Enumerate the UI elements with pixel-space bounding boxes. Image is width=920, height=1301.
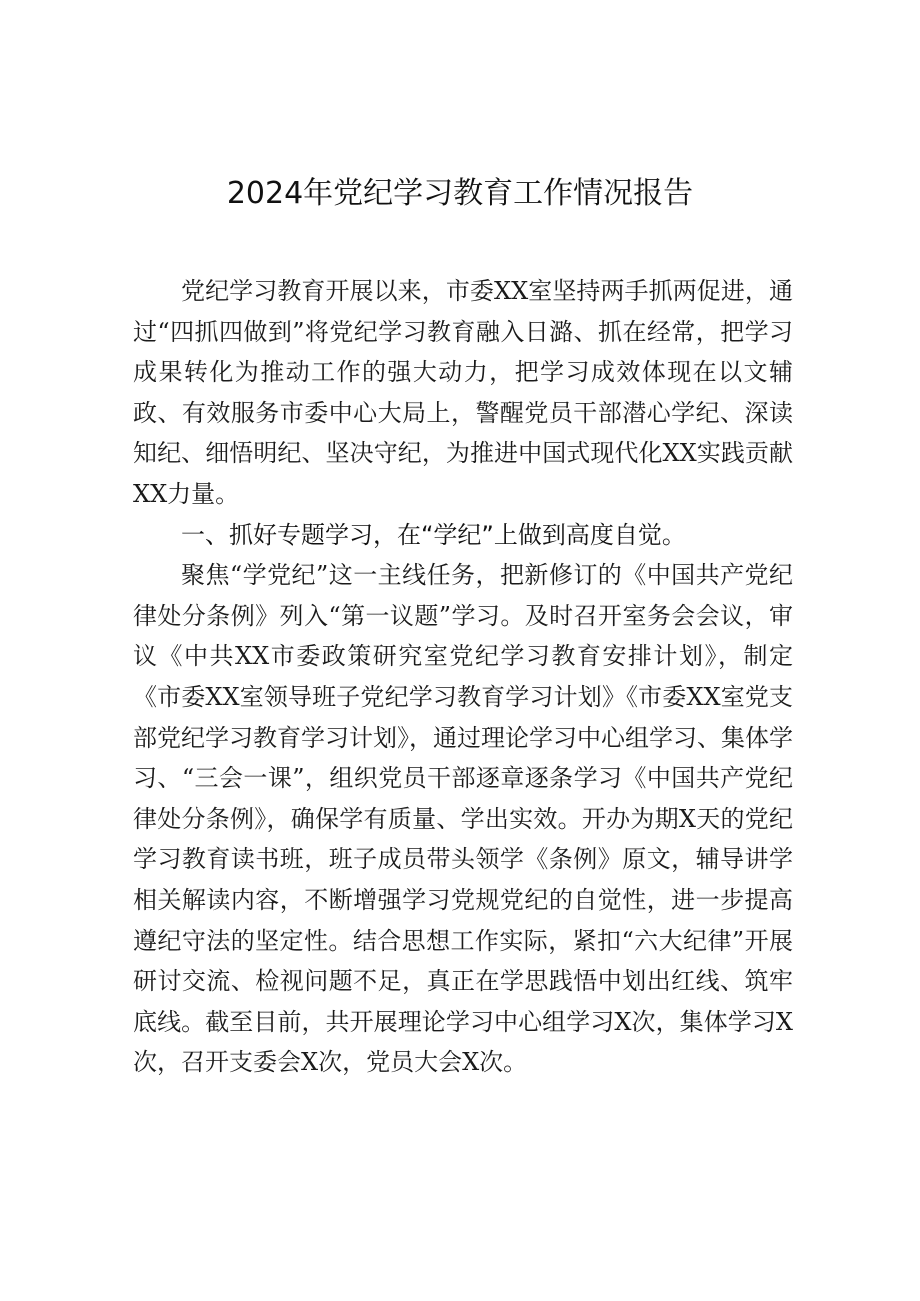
document-title: 2024年党纪学习教育工作情况报告 [226, 176, 694, 211]
section-paragraph: 聚焦“学党纪”这一主线任务，把新修订的《中国共产党纪律处分条例》列入“第一议题”学习。及时召开室务会会议，审议《中共XX市委政策研究室党纪学习教育安排计划》，制定《市委XX室领导班子党纪学习教育学习计划》《市委XX室党支部党纪学习教育学习计划》，通过理论学习中心组学习、集体学习、“三会一课”，组织党员干部逐章逐条学习《中国共产党纪律处分条例》，确保学有质量、学出实效。开办为期X天的党纪学习教育读书班，班子成员带头领学《条例》原文，辅导讲学相关解读内容，不断增强学习党规党纪的自觉性，进一步提高遵纪守法的坚定性。结合思想工作实际，紧扣“六大纪律”开展研讨交流、检视问题不足，真正在学思践悟中划出红线、筑牢底线。截至目前，共开展理论学习中心组学习X次，集体学习X次，召开支委会X次，党员大会X次。 [133, 561, 793, 1077]
document-body [133, 271, 793, 1083]
intro-paragraph: 党纪学习教育开展以来，市委XX室坚持两手抓两促进，通过“四抓四做到”将党纪学习教育融入日潞、抓在经常，把学习成果转化为推动工作的强大动力，把学习成效体现在以文辅政、有效服务市委中心大局上，警醒党员干部潜心学纪、深读知纪、细悟明纪、坚决守纪，为推进中国式现代化XX实践贡献XX力量。 [133, 277, 793, 508]
section-heading: 一、抓好专题学习，在“学纪”上做到高度自觉。 [181, 520, 686, 549]
